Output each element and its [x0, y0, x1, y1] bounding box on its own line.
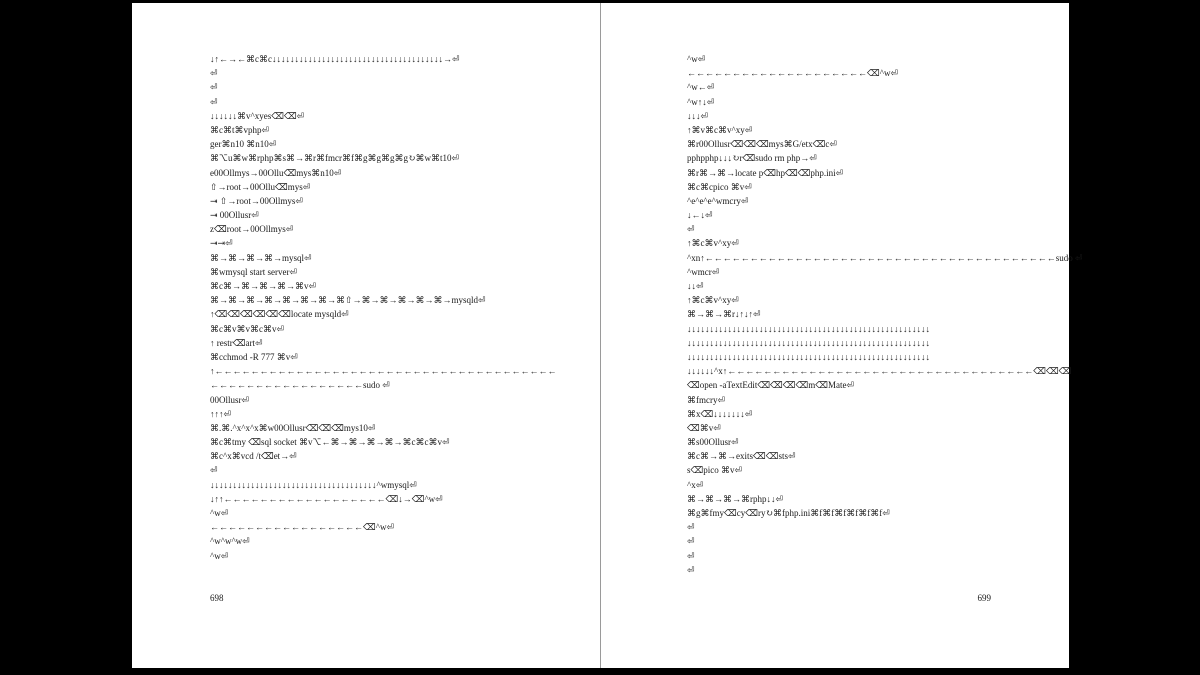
text-line: ↓↓↓⏎ [687, 110, 709, 121]
text-line: ^wmcr⏎ [687, 266, 720, 277]
text-line: ⌘fmcry⏎ [687, 394, 726, 405]
text-line: ↑⌘v⌘c⌘v^xy⏎ [687, 124, 753, 135]
text-line: ⏎ [210, 96, 218, 107]
text-line: ↓↓↓↓↓↓^x↑←←←←←←←←←←←←←←←←←←←←←←←←←←←←←←←←←←⌫⌫⌫ [687, 366, 1072, 377]
text-line: ⌘c⌘→⌘→⌘→⌘→⌘v⏎ [210, 281, 317, 291]
text-line: ↑ restr⌫art⏎ [210, 337, 263, 348]
text-line: ↓↓⏎ [687, 281, 704, 291]
text-line: ←←←←←←←←←←←←←←←←←sudo ⏎ [210, 380, 390, 391]
right-page-text [687, 52, 1083, 577]
text-line: ↑⌘c⌘v^xy⏎ [687, 238, 739, 249]
text-line: ^w←⏎ [687, 82, 715, 93]
text-line: ^w⏎ [210, 508, 229, 518]
text-line: ←←←←←←←←←←←←←←←←←⌫^w⏎ [210, 522, 394, 533]
page-number-left: 698 [210, 593, 224, 603]
text-line: ⌘x⌫↓↓↓↓↓↓↓⏎ [687, 408, 753, 419]
text-line: ⌘→⌘→⌘→⌘rphp↓↓⏎ [687, 493, 784, 504]
text-line: ⌘cchmod -R 777 ⌘v⏎ [210, 351, 298, 362]
page-number-right: 699 [977, 593, 991, 603]
text-line: ⏎ [687, 564, 695, 575]
text-line: ⏎ [687, 550, 695, 561]
text-line: ^e^e^e^wmcry⏎ [687, 195, 749, 206]
text-line: ⌘→⌘→⌘→⌘→⌘→⌘→⌘→⌘⇧→⌘→⌘→⌘→⌘→⌘→mysqld⏎ [210, 295, 486, 306]
text-line: ↓↓↓↓↓↓↓↓↓↓↓↓↓↓↓↓↓↓↓↓↓↓↓↓↓↓↓↓↓↓↓↓↓↓↓↓↓↓↓↓↓↓↓↓↓↓↓↓↓↓↓↓↓↓ [687, 323, 930, 334]
text-line: ↑⌘c⌘v^xy⏎ [687, 295, 739, 306]
text-line: ⌘→⌘→⌘r↓↑↓↑⏎ [687, 309, 761, 320]
text-line: ⌘→⌘→⌘→⌘→mysql⏎ [210, 252, 312, 263]
text-line: ^w↑↓⏎ [687, 96, 715, 107]
left-page-text [210, 52, 557, 563]
text-line: ↑⌫⌫⌫⌫⌫⌫locate mysqld⏎ [210, 309, 349, 320]
text-line: ⌘.⌘.^x^x^x⌘w00Ollusr⌫⌫⌫mys10⏎ [210, 422, 376, 433]
text-line: z⌫root→00Ollmys⏎ [210, 224, 294, 235]
text-line: ^w^w^w⏎ [210, 536, 250, 547]
text-line: ⏎ [210, 465, 218, 476]
text-line: ↓↓↓↓↓↓↓↓↓↓↓↓↓↓↓↓↓↓↓↓↓↓↓↓↓↓↓↓↓↓↓↓↓↓↓↓↓↓↓↓↓↓↓↓↓↓↓↓↓↓↓↓↓↓ [687, 351, 930, 362]
text-line: ⌘c⌘cpico ⌘v⏎ [687, 181, 752, 192]
text-line: ↑↑↑⏎ [210, 408, 232, 419]
text-line: ⌘c⌘→⌘→exits⌫⌫sts⏎ [687, 451, 796, 462]
text-line: ^w⏎ [687, 54, 706, 64]
text-line: ⏎ [687, 522, 695, 533]
text-line: ↓←↓⏎ [687, 210, 713, 221]
text-line: e00Ollmys→00Ollu⌫mys⌘n10⏎ [210, 167, 342, 178]
text-line: ↓↑↑←←←←←←←←←←←←←←←←←←⌫↓→⌫^w⏎ [210, 493, 443, 504]
text-line: ⇥ 00Ollusr⏎ [210, 210, 259, 221]
text-line: ⏎ [687, 536, 695, 547]
text-line: ^xn↑←←←←←←←←←←←←←←←←←←←←←←←←←←←←←←←←←←←←←←←sudo ⏎ [687, 252, 1083, 263]
text-line: ⌘⌥u⌘w⌘rphp⌘s⌘→⌘r⌘fmcr⌘f⌘g⌘g⌘g⌘g↻⌘w⌘t10⏎ [210, 153, 460, 164]
text-line: ↓↑←→←⌘c⌘c↓↓↓↓↓↓↓↓↓↓↓↓↓↓↓↓↓↓↓↓↓↓↓↓↓↓↓↓↓↓↓↓↓↓↓↓↓↓→⏎ [210, 54, 460, 64]
text-line: ⇧→root→00Ollu⌫mys⏎ [210, 181, 311, 192]
text-line: ⌫open -aTextEdit⌫⌫⌫⌫m⌫Mate⏎ [687, 380, 854, 391]
book-spread [132, 3, 1083, 668]
text-line: ↑←←←←←←←←←←←←←←←←←←←←←←←←←←←←←←←←←←←←←← [210, 366, 557, 377]
text-line: ^w⏎ [210, 550, 229, 561]
text-line: 00Ollusr⏎ [210, 394, 250, 405]
text-line: ↓↓↓↓↓↓↓↓↓↓↓↓↓↓↓↓↓↓↓↓↓↓↓↓↓↓↓↓↓↓↓↓↓↓↓↓↓↓↓↓↓↓↓↓↓↓↓↓↓↓↓↓↓↓ [687, 337, 930, 348]
text-line: ⌘wmysql start server⏎ [210, 266, 298, 277]
text-line: ⏎ [687, 224, 695, 235]
text-line: ⌘r⌘→⌘→locate p⌫hp⌫⌫php.ini⏎ [687, 167, 844, 178]
text-line: ⌫⌘v⏎ [687, 422, 721, 433]
text-line: ^x⏎ [687, 479, 704, 490]
text-line: s⌫pico ⌘v⏎ [687, 465, 743, 476]
text-line: ⏎ [210, 82, 218, 93]
text-line: ↓↓↓↓↓↓⌘v^xyes⌫⌫⏎ [210, 110, 305, 121]
text-line: pphpphp↓↓↓↻r⌫sudo rm php→⏎ [687, 153, 817, 164]
text-line: ⌘c^x⌘vcd /t⌫et→⏎ [210, 451, 297, 462]
text-line: ⏎ [210, 68, 218, 79]
text-line: ⇥ ⇧→root→00Ollmys⏎ [210, 195, 303, 206]
text-line: ⌘s00Ollusr⏎ [687, 437, 739, 448]
text-line: ⌘r00Ollusr⌫⌫⌫mys⌘G/etx⌫c⏎ [687, 139, 837, 150]
right-page [601, 3, 1083, 668]
text-line: ger⌘n10 ⌘n10⏎ [210, 139, 277, 150]
left-page [132, 3, 600, 668]
text-line: ⌘c⌘tmy ⌫sql socket ⌘v⌥←⌘→⌘→⌘→⌘→⌘c⌘c⌘v⏎ [210, 437, 450, 448]
text-line: ⌘c⌘v⌘v⌘c⌘v⏎ [210, 323, 285, 334]
text-line: ↓↓↓↓↓↓↓↓↓↓↓↓↓↓↓↓↓↓↓↓↓↓↓↓↓↓↓↓↓↓↓↓↓↓↓↓↓^wmysql⏎ [210, 479, 417, 490]
text-line: ⌘g⌘fmy⌫cy⌫ry↻⌘fphp.ini⌘f⌘f⌘f⌘f⌘f⌘f⏎ [687, 508, 890, 518]
text-line: ←←←←←←←←←←←←←←←←←←←←⌫^w⏎ [687, 68, 898, 79]
text-line: ⌘c⌘t⌘vphp⏎ [210, 124, 270, 135]
text-line: ⇥⇥⏎ [210, 238, 233, 249]
